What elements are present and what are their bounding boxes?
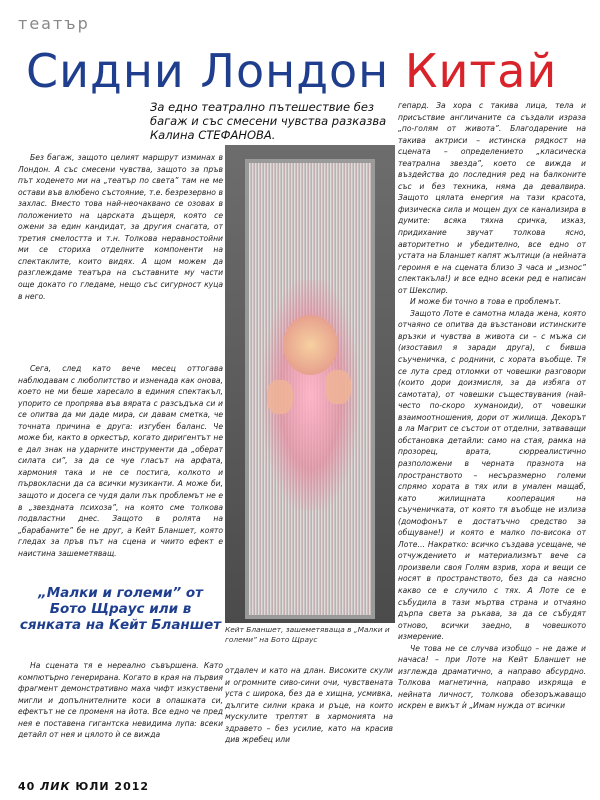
title-part-1: Сидни Лондон [26, 44, 405, 98]
paragraph: На сцената тя е нереално съвършена. Като компютърно генерирана. Когато в края на първия фрагмент демонстративно маха чифт изкуствени мигли и допълнителните коси в опашката си, ефектът не се променя на йота. Все едно че пред нея е поставена гигантска невидима лупа: всеки детайл от нея и цялото ѝ се вижда [18, 661, 223, 740]
issue-date: ЮЛИ 2012 [75, 780, 150, 793]
page-footer [18, 780, 149, 793]
article-title [26, 44, 557, 98]
photo-left-hand [267, 380, 293, 414]
paragraph: Че това не се случва изобщо – не даже и начаса! – при Лоте на Кейт Бланшет не изглежда драматично, а направо абсурдно. Толкова магнетична, направо изкряща е нейната личност, толкова обезоръжаващо искрен е викът ѝ „Имам нужда от всички [398, 643, 586, 711]
title-part-2: Китай [404, 44, 558, 98]
magazine-name: ЛИК [40, 780, 71, 793]
photo-right-hand [325, 370, 351, 404]
article-photo [225, 145, 395, 623]
paragraph: гепард. За хора с такива лица, тела и присъствие англичаните са създали израза „по-голям от живота”. Благодарение на такива актриси – истинска рядкост на сцената – определението „класическа театрална звезда”, което се вижда и въздейства до последния ред на балконите със и без техника, няма да девалвира. Защото цялата енергия на тази красота, физическа сила и мощен дух се канализира в думите: всяка тяхна сричка, изказ, придихание звучат толкова ясно, авторитетно и убедително, все едно от устата на Бланшет капят жълтици (а нейната героиня е на сцената близо 3 часа и „износ” спектакъла!) и все едно всеки ред е написан от Шекспир. [398, 101, 586, 295]
paragraph: Сега, след като вече месец оттогава наблюдавам с любопитство и изненада как онова, което не ми беше харесало в единия спектакъл, упорито се пропрява във вярата с разсъдъка си и се опитва да ми даде мира, си давам сметка, че точната причина е друга: изгубен баланс. Че може би, както в оркестър, когато диригентът не е дал знак на ударните инструменти да „оберат силата си”, за да се чуе гласът на арфата, хармония така и не се постига, колкото и първокласни да са всички музиканти. А може би, защото и досега се чудя дали пък проблемът не е в „звездната психоза”, на която сме толкова подвластни днес. Защото в ролята на „барабаните” бе не друг, а Кейт Бланшет, която гледах за пръв път на сцена и чиито ефект е наистина зашеметяващ. [18, 364, 223, 558]
page-number: 40 [18, 780, 36, 793]
column-2-bottom [225, 665, 393, 787]
section-label: театър [18, 14, 90, 33]
paragraph: Защото Лоте е самотна млада жена, която отчаяно се опитва да възстанови истинските връзки и чувства в живота си – с мъжа си (изоставил я заради друга), с бивша съученичка, с роднини, с хората въобще. Тя се лута сред отломки от човешки разговори (които дори доизмисля, за да избяга от самотата), от човешки съществувания (най-често по-скоро хуманоиди), от човешки взаимоотношения, дори от жилища. Декорът в ла Магрит се състои от отделни, затваващи обстановка детайли: само на стая, рамка на прозорец, врата, сюрреалистично разположени в черната празнота на пространството – несъразмерно големи спрямо хората в тях или в умален мащаб, като жилищната кооперация на съученичката, от която тя въобще не излиза (домофонът е достатъчно средство за общуване!) и която е малко по-висока от Лоте… Накратко: всичко създава усещане, че отчуждението и материализмът вече са произвели своя Голям взрив, хора и вещи се носят в пространството, без да са наясно какво се е случило с тях. А Лоте се е събудила в тази мъртва страна и отчаяно дърпа света за ръкава, за да се събудят отново, всички заедно, в човешкото измерение. [398, 308, 586, 642]
column-3 [398, 100, 586, 788]
photo-figure-face [283, 315, 338, 375]
paragraph: отдалеч и като на длан. Високите скули и огромните сиво-сини очи, чувствената уста с широка, без да е хищна, усмивка, дългите силни крака и ръце, на които мускулите трептят в хармонията на здравето – без усилие, като на красив див жребец или [225, 666, 393, 745]
photo-caption: Кейт Бланшет, зашеметяваща в „Малки и големи” на Бото Щраус [225, 625, 390, 644]
subheading: „Малки и големи” от Бото Щраус или в сянката на Кейт Бланшет [19, 585, 222, 633]
paragraph: Без багаж, защото целият маршрут изминах в Лондон. А със смесени чувства, защото за пръв път ходенето ми на „театър по света” там не ме остави във влюбено състояние, т.е. безрезервно в захлас. Вместо това най-неочаквано се озовах в положението на царската дъщеря, която се ожени за един кандидат, за другия снагата, от третия смелостта и т.н. Толкова неравностойни ми се сториха отделните компоненти на спектаклите, които видях. А щом можем да разглеждаме театъра на съставните му части още докато го гледаме, нещо със сигурност куца в него. [18, 153, 223, 301]
column-1-top [18, 152, 223, 364]
column-1-middle [18, 363, 223, 580]
article-lead: За едно театрално пътешествие без багаж и със смесени чувства разказва Калина СТЕФАНОВА. [150, 100, 387, 142]
column-1-bottom [18, 660, 223, 785]
paragraph: И може би точно в това е проблемът. [410, 297, 562, 307]
